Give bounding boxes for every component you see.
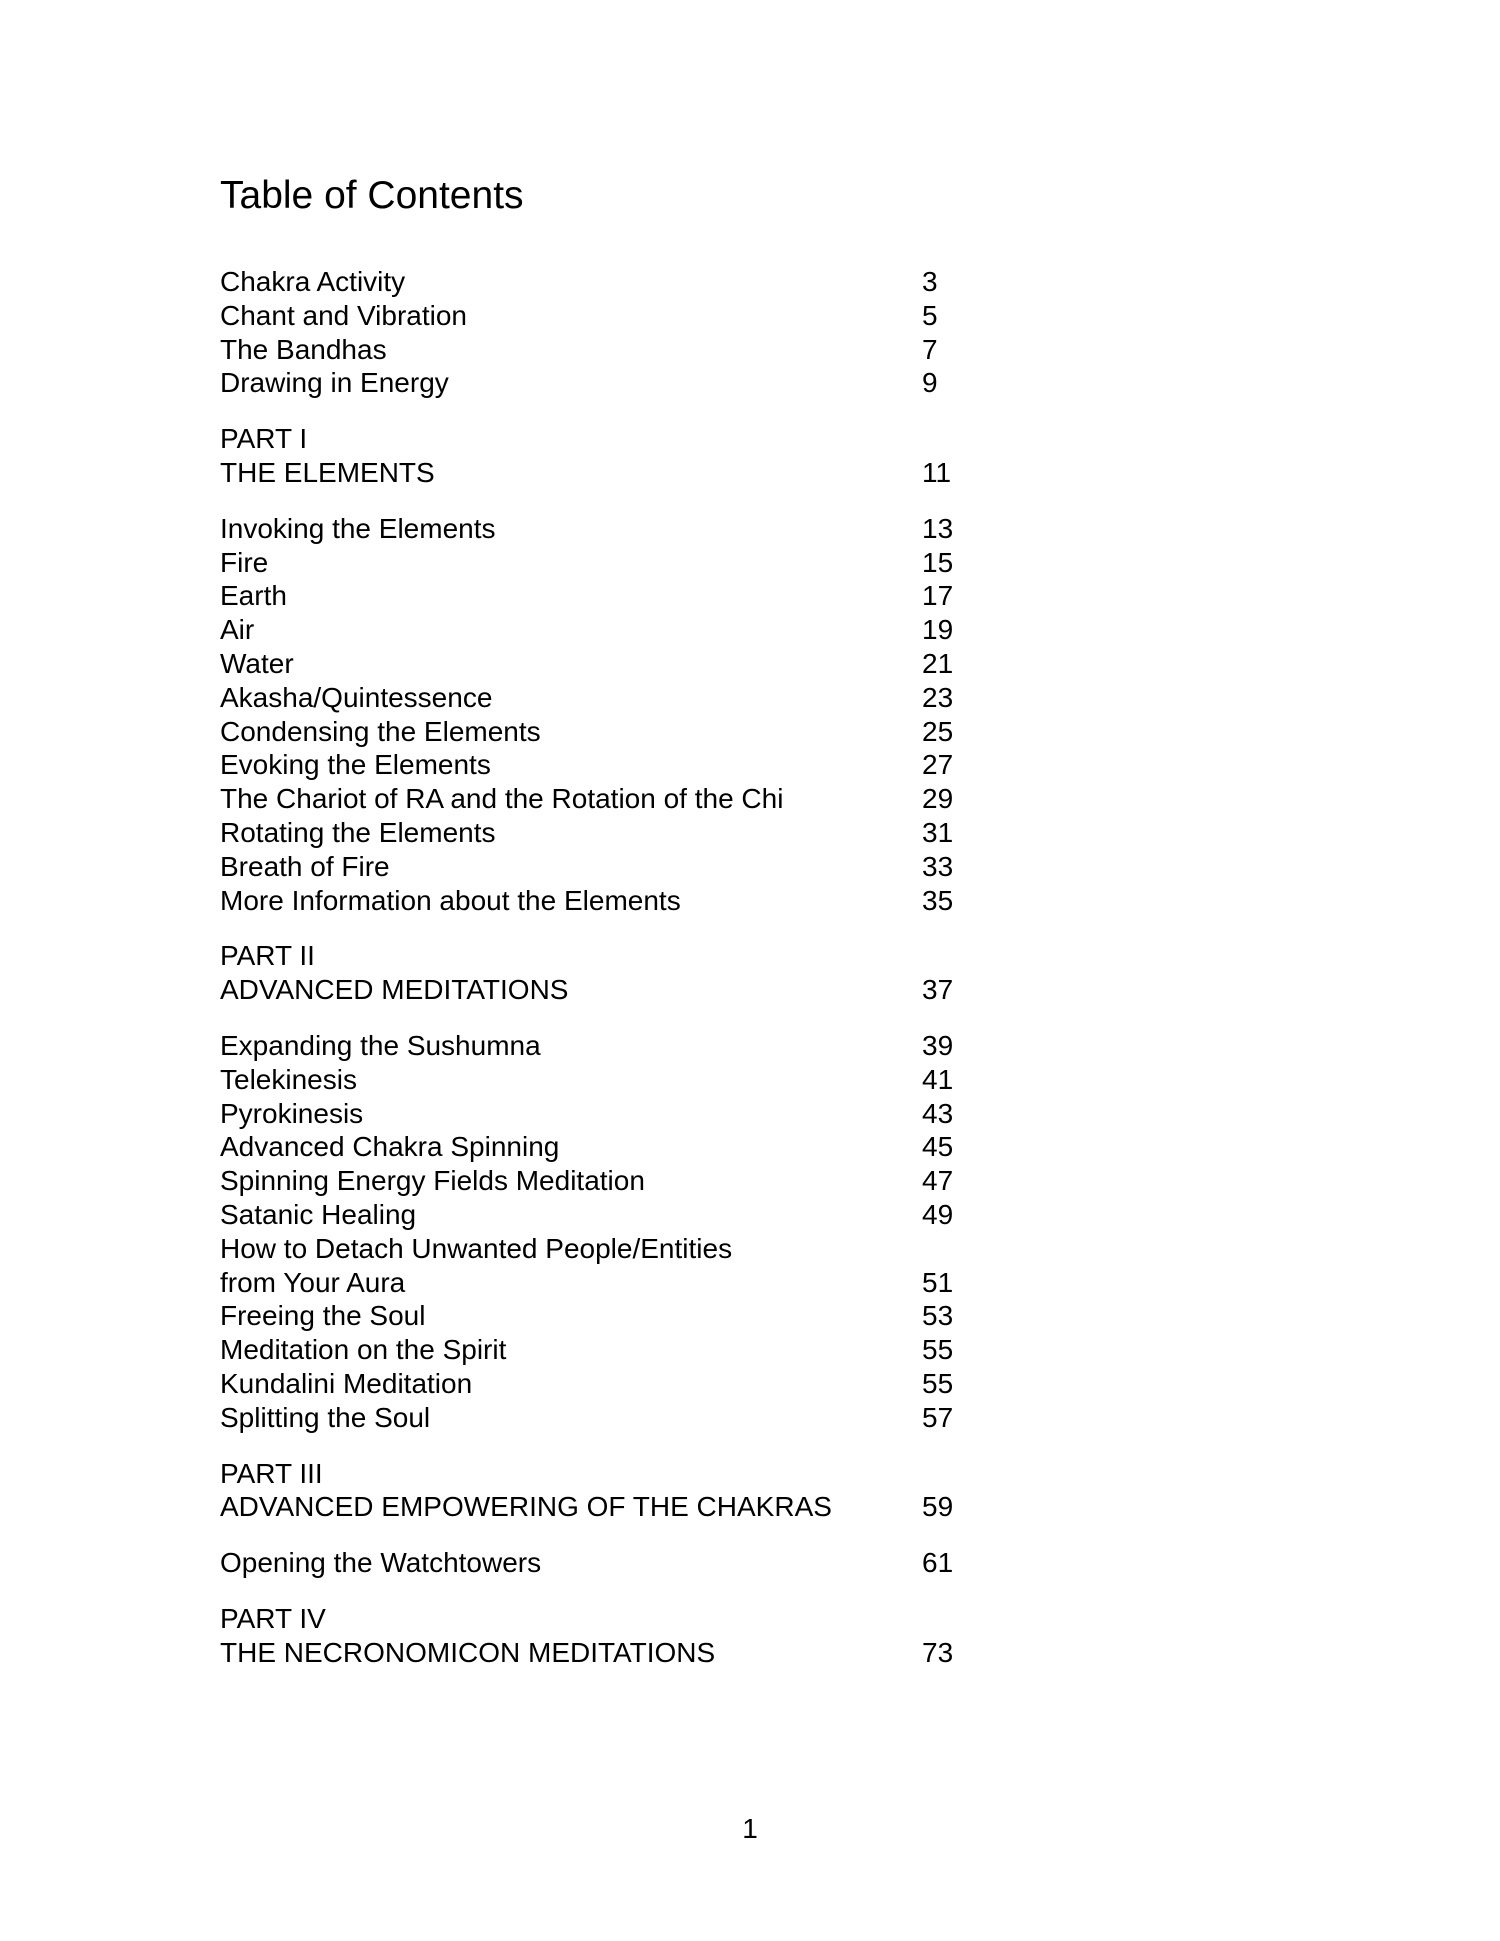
- toc-entry-title: PART IV: [220, 1602, 326, 1634]
- toc-entry: [220, 512, 960, 546]
- toc-entry-page-number: 53: [922, 1300, 954, 1332]
- toc-entry: [220, 647, 960, 681]
- toc-entry-title: PART II: [220, 940, 315, 972]
- toc-entry: [220, 1063, 960, 1097]
- toc-entry-page-number: 39: [922, 1029, 954, 1061]
- toc-entry: [220, 850, 960, 884]
- page-title: Table of Contents: [220, 174, 524, 217]
- toc-entry-title: PART III: [220, 1457, 323, 1489]
- toc-entry: [220, 366, 960, 400]
- toc-entry-title: The Bandhas: [220, 333, 387, 365]
- toc-entry: [220, 1546, 960, 1580]
- toc-entry: [220, 681, 960, 715]
- toc-entry-page-number: 41: [922, 1063, 954, 1095]
- toc-entry: [220, 546, 960, 580]
- toc-section: [220, 1029, 960, 1435]
- toc-entry: [220, 333, 960, 367]
- toc-entry-page-number: 9: [922, 367, 938, 399]
- toc-entry: [220, 973, 960, 1007]
- toc-entry-page-number: 15: [922, 546, 954, 578]
- toc-entry-page-number: 49: [922, 1198, 954, 1230]
- toc-entry: [220, 782, 960, 816]
- toc-entry-page-number: 55: [922, 1334, 954, 1366]
- toc-entry: [220, 1097, 960, 1131]
- toc-entry-title: ADVANCED MEDITATIONS: [220, 974, 569, 1006]
- toc-entry: [220, 579, 960, 613]
- toc-entry: [220, 422, 960, 456]
- toc-entry-title: Satanic Healing: [220, 1198, 417, 1230]
- toc-entry-page-number: 35: [922, 884, 954, 916]
- toc-entry-title: Invoking the Elements: [220, 512, 496, 544]
- toc-entry-page-number: 17: [922, 580, 954, 612]
- toc-entry-title: Meditation on the Spirit: [220, 1334, 507, 1366]
- toc-entry-page-number: 55: [922, 1367, 954, 1399]
- toc-entry: [220, 1299, 960, 1333]
- toc-entry-title: ADVANCED EMPOWERING OF THE CHAKRAS: [220, 1491, 832, 1523]
- toc-entry: [220, 1367, 960, 1401]
- toc-entry-page-number: 29: [922, 783, 954, 815]
- toc-entry-page-number: 43: [922, 1097, 954, 1129]
- toc-entry: [220, 816, 960, 850]
- toc-section: [220, 422, 960, 490]
- toc-entry-title: How to Detach Unwanted People/Entities: [220, 1232, 733, 1264]
- toc-entry-page-number: 19: [922, 614, 954, 646]
- toc-entry-page-number: 51: [922, 1266, 954, 1298]
- toc-section: [220, 1457, 960, 1525]
- toc-section: [220, 265, 960, 400]
- toc-entry: [220, 1029, 960, 1063]
- toc-entry-title: Water: [220, 647, 294, 679]
- toc-entry: [220, 613, 960, 647]
- toc-entry-title: PART I: [220, 423, 308, 455]
- toc-entry: [220, 1401, 960, 1435]
- toc-entry-title: Air: [220, 614, 255, 646]
- toc-entry-page-number: 45: [922, 1131, 954, 1163]
- toc-entry-page-number: 37: [922, 974, 954, 1006]
- toc-entry: [220, 299, 960, 333]
- toc-entry: [220, 884, 960, 918]
- toc-entry-page-number: 27: [922, 749, 954, 781]
- toc-section: [220, 939, 960, 1007]
- toc-entry: [220, 1198, 960, 1232]
- toc-section: [220, 1546, 960, 1580]
- toc-entry-page-number: 25: [922, 715, 954, 747]
- toc-entry: [220, 1232, 960, 1266]
- toc-entry-page-number: 61: [922, 1547, 954, 1579]
- toc-entry: [220, 1457, 960, 1491]
- toc-entry-title: Rotating the Elements: [220, 816, 496, 848]
- toc-entry-title: THE NECRONOMICON MEDITATIONS: [220, 1636, 716, 1668]
- toc-entry-title: from Your Aura: [220, 1266, 406, 1298]
- toc-entry-title: Akasha/Quintessence: [220, 681, 493, 713]
- toc-entry-title: Kundalini Meditation: [220, 1367, 473, 1399]
- toc-entry-page-number: 59: [922, 1491, 954, 1523]
- page-number: 1: [742, 1813, 758, 1844]
- toc-entry: [220, 748, 960, 782]
- toc-entry-title: Advanced Chakra Spinning: [220, 1131, 560, 1163]
- toc-entry: [220, 939, 960, 973]
- toc-entry-title: More Information about the Elements: [220, 884, 681, 916]
- toc-entry-page-number: 47: [922, 1165, 954, 1197]
- toc-entry-title: The Chariot of RA and the Rotation of the Chi: [220, 783, 784, 815]
- toc-entry-page-number: 5: [922, 299, 938, 331]
- toc-entry-page-number: 11: [922, 456, 952, 488]
- toc-entry-title: Earth: [220, 580, 287, 612]
- toc-entry: [220, 715, 960, 749]
- toc-entry: [220, 1490, 960, 1524]
- toc-entry: [220, 1636, 960, 1670]
- toc-entry-title: Pyrokinesis: [220, 1097, 364, 1129]
- toc-entry-title: Telekinesis: [220, 1063, 357, 1095]
- toc-entry-page-number: 3: [922, 266, 938, 297]
- toc-entry-page-number: 33: [922, 850, 954, 882]
- toc-entry-title: Evoking the Elements: [220, 749, 491, 781]
- toc-entry-page-number: 13: [922, 512, 954, 544]
- toc-entry-title: Opening the Watchtowers: [220, 1547, 542, 1579]
- toc-entry-title: Breath of Fire: [220, 850, 390, 882]
- toc-entry-title: THE ELEMENTS: [220, 456, 435, 488]
- toc-section: [220, 512, 960, 918]
- toc-entry-title: Chakra Activity: [220, 266, 406, 297]
- toc-entry-page-number: 57: [922, 1401, 954, 1433]
- toc-entry-title: Condensing the Elements: [220, 715, 541, 747]
- toc-entry: [220, 1266, 960, 1300]
- toc-entry-title: Chant and Vibration: [220, 299, 467, 331]
- toc-entry: [220, 265, 960, 299]
- toc-section: [220, 1602, 960, 1670]
- toc-entry-page-number: 21: [922, 647, 954, 679]
- toc-entry: [220, 1130, 960, 1164]
- toc-entry: [220, 1164, 960, 1198]
- toc-entry-page-number: 31: [922, 816, 954, 848]
- toc-entry-page-number: 7: [922, 333, 938, 365]
- toc-entry-title: Freeing the Soul: [220, 1300, 426, 1332]
- toc-entry: [220, 456, 960, 490]
- toc-entry-title: Splitting the Soul: [220, 1401, 431, 1433]
- toc-entry: [220, 1333, 960, 1367]
- toc-entry-page-number: 73: [922, 1636, 954, 1668]
- toc-entry-title: Spinning Energy Fields Meditation: [220, 1165, 645, 1197]
- toc-entry: [220, 1602, 960, 1636]
- toc-entry-title: Expanding the Sushumna: [220, 1029, 541, 1061]
- toc-entry-title: Fire: [220, 546, 269, 578]
- table-of-contents: [220, 265, 960, 1669]
- toc-entry-title: Drawing in Energy: [220, 367, 449, 399]
- toc-entry-page-number: 23: [922, 681, 954, 713]
